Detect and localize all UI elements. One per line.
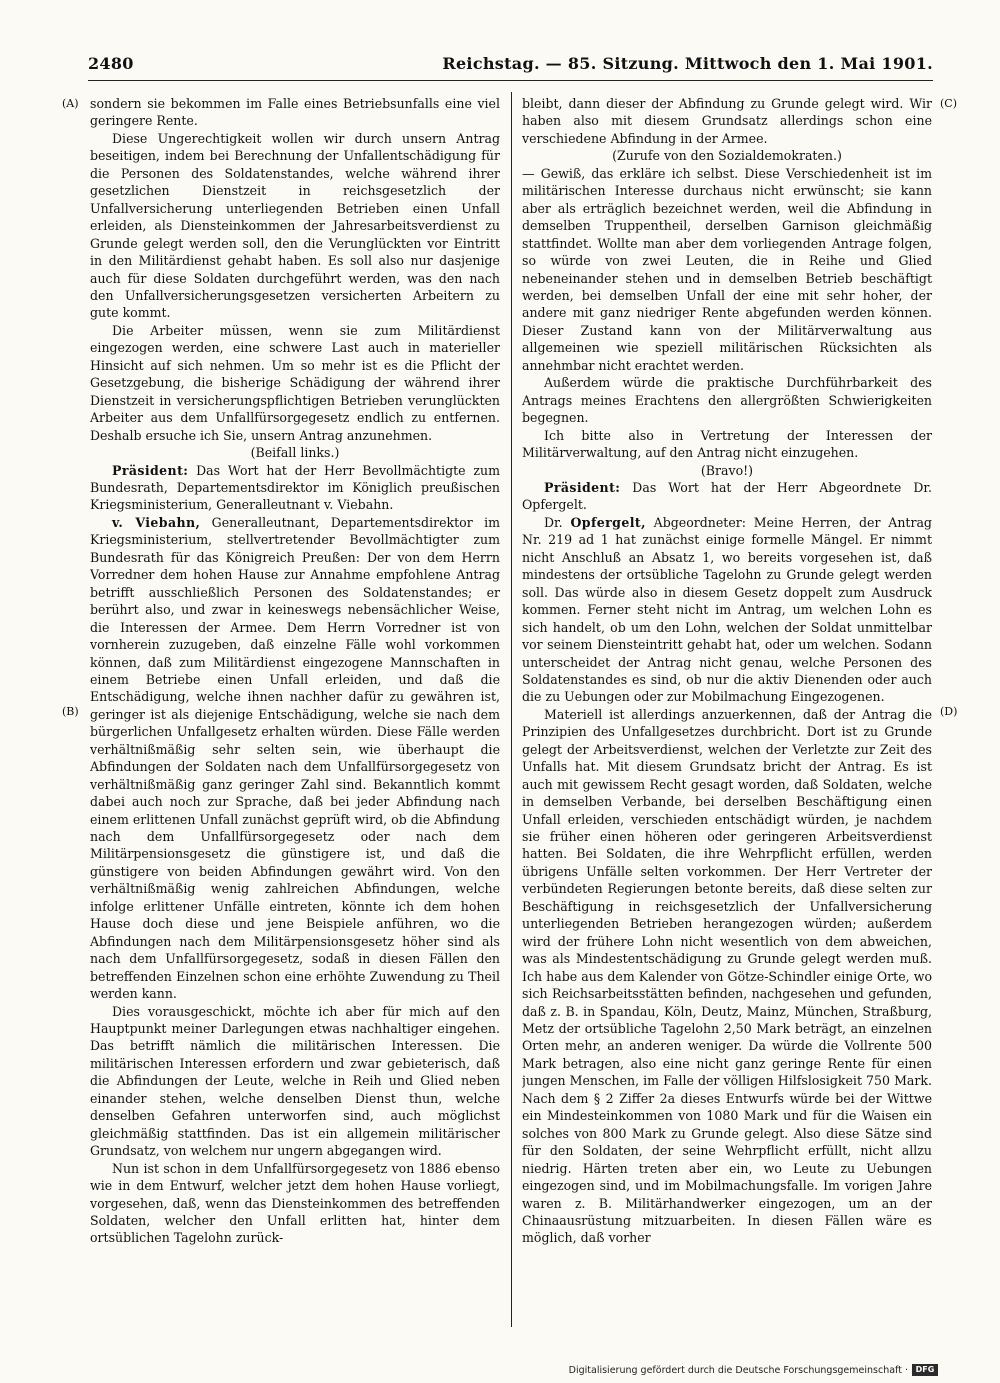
speech-text: Das Wort hat der Herr Abgeordnete Dr. Opfergelt. [522,479,932,513]
paragraph: Außerdem würde die praktische Durchführbarkeit des Antrags meines Erachtens den allergrößten Schwierigkeiten begegnen. [522,375,932,426]
footer-text: Digitalisierung gefördert durch die Deutsche Forschungsgemeinschaft · [568,1364,908,1376]
speech-text: Abgeordneter: Meine Herren, der Antrag Nr. 219 ad 1 hat zunächst einige formelle Mängel. Er nimmt nicht Anschluß an Absatz 1, wo bereits vorgesehen ist, daß mindestens der ortsübliche Tagelohn zu Grunde gelegt werden soll. Das würde also in diesem Gesetz doppelt zum Ausdruck kommen. Ferner steht nicht im Antrag, um welchen Lohn es sich handelt, ob um den Lohn, welchen der Soldat unmittelbar vor seinem Diensteintritt gehabt hat, oder um welchen. Sodann unterscheidet der Antrag nicht genau, welche Personen des Soldatenstandes es sind, ob nur die aktiv Dienenden oder auch die zu Uebungen oder zur Mobilmachung Eingezogenen. [522,514,932,705]
margin-marker-b: (B) [62,705,79,718]
digitization-footer [569,1364,938,1376]
page-header [88,54,933,80]
paragraph [90,514,500,1003]
speaker-name: v. Viebahn, [112,514,201,530]
margin-marker-d: (D) [940,705,958,718]
paragraph: Die Arbeiter müssen, wenn sie zum Militärdienst eingezogen werden, eine schwere Last auch in materieller Hinsicht auf sich nehmen. Um so mehr ist es die Pflicht der Gesetzgebung, die bisherige Schädigung der während ihrer Dienstzeit in versicherungspflichtigen Betrieben verunglückten Arbeiter aus dem Unfallfürsorgegesetz endlich zu entfernen. Deshalb ersuche ich Sie, unsern Antrag anzunehmen. [90,322,500,443]
speech-text: Generalleutnant, Departementsdirektor im Kriegsministerium, stellvertretender Bevollmächtigter zum Bundesrath für das Königreich Preußen: Der von dem Herrn Vorredner dem hohen Hause zur Annahme empfohlene Antrag betrifft ausschließlich Personen des Soldatenstandes; er berührt also, und zwar in keineswegs nebensächlicher Weise, die Interessen der Armee. Dem Herrn Vorredner ist von vornherein zuzugeben, daß einzelne Fälle wohl vorkommen können, daß zum Militärdienst eingezogene Mannschaften in einem Betriebe einen Unfall erleiden, und daß die Entschädigung, welche ihnen nachher dafür zu gewähren ist, geringer ist als diejenige Entschädigung, welche sie nach dem bürgerlichen Unfallgesetz erhalten würden. Diese Fälle werden verhältnißmäßig sehr selten sein, wie überhaupt die Abfindungen der Soldaten nach dem Unfallfürsorgegesetz von verhältnißmäßig ganz geringer Zahl sind. Bekanntlich kommt dabei auch noch zur Sprache, daß bei jeder Abfindung nach einem erlittenen Unfall zunächst geprüft wird, ob die Abfindung nach dem Unfallfürsorgegesetz oder nach dem Militärpensionsgesetz die günstigere ist, und daß die günstigere von beiden Abfindungen gewährt wird. Von den verhältnißmäßig wenig zahlreichen Abfindungen, welche infolge erlittener Unfälle eintreten, könnte ich dem hohen Hause doch diese und jene Beispiele anführen, wo die Abfindungen nach dem Militärpensionsgesetz höher sind als nach dem Unfallfürsorgegesetz, sodaß in diesen Fällen den betreffenden Einzelnen schon eine erhöhte Zuwendung zu Theil werden kann. [90,514,500,1002]
paragraph: Ich bitte also in Vertretung der Interessen der Militärverwaltung, auf den Antrag nicht einzugehen. [522,427,932,461]
dfg-logo: DFG [912,1364,938,1376]
paragraph [522,479,932,514]
page-number: 2480 [88,54,134,73]
speech-text: Das Wort hat der Herr Bevollmächtigte zum Bundesrath, Departementsdirektor im Königlich preußischen Kriegsministerium, Generalleutnant v. Viebahn. [90,462,500,513]
stage-note: (Beifall links.) [250,445,340,461]
paragraph: Diese Ungerechtigkeit wollen wir durch unsern Antrag beseitigen, indem bei Berechnung der Unfallentschädigung für die Personen des Soldatenstandes, welche während ihrer gesetzlichen Dienstzeit in reichsgesetzlich der Unfallversicherung unterliegenden Betrieben einen Unfall erleiden, als Diensteinkommen der Jahresarbeitsverdienst zu Grunde gelegt werden soll, den die Verunglückten vor Eintritt in den Militärdienst gehabt haben. Es soll also nur dasjenige auch für diese Soldaten durchgeführt werden, was den nach den Unfallversicherungsgesetzen versicherten Arbeitern zu gute kommt. [90,130,500,321]
paragraph [522,514,932,706]
speaker-name: Opfergelt, [570,514,646,530]
speaker-name: Präsident: [112,462,189,478]
paragraph: — Gewiß, das erkläre ich selbst. Diese Verschiedenheit ist im militärischen Interesse durchaus nicht erwünscht; sie kann aber als erträglich bezeichnet werden, weil die Abfindung in demselben Truppentheil, derselben Garnison gleichmäßig stattfindet. Wollte man aber dem vorliegenden Antrage folgen, so würde von zwei Leuten, die in Reihe und Glied nebeneinander stehen und in demselben Betrieb beschäftigt werden, bei demselben Unfall der eine mit sehr hoher, der andere mit ganz niedriger Rente abgefunden werden können. Dieser Zustand kann von der Militärverwaltung aus allgemeinen wie speziell militärischen Rücksichten als annehmbar nicht erachtet werden. [522,165,932,373]
column-divider [511,92,512,1327]
speaker-title: Dr. [544,514,563,530]
paragraph: Nun ist schon in dem Unfallfürsorgegesetz von 1886 ebenso wie in dem Entwurf, welcher jetzt dem hohen Hause vorliegt, vorgesehen, daß, wenn das Diensteinkommen des betreffenden Soldaten, welcher den Unfall erlitten hat, hinter dem ortsüblichen Tagelohn zurück- [90,1160,500,1246]
header-rule [88,80,933,81]
margin-marker-a: (A) [62,97,79,110]
speaker-name: Präsident: [544,479,621,495]
paragraph [90,462,500,514]
paragraph: bleibt, dann dieser der Abfindung zu Grunde gelegt wird. Wir haben also mit diesem Grundsatz allerdings schon eine verschiedene Abfindung in der Armee. [522,96,932,146]
paragraph: Dies vorausgeschickt, möchte ich aber für mich auf den Hauptpunkt meiner Darlegungen etwas nachhaltiger eingehen. Das betrifft nämlich die militärischen Interessen. Die militärischen Interessen erfordern und zwar gebieterisch, daß die Abfindungen der Leute, welche in Reih und Glied neben einander stehen, welche denselben Dienst thun, welche denselben Gefahren unterworfen sind, auch möglichst gleichmäßig stattfinden. Das ist ein allgemein militärischer Grundsatz, von welchem nur ungern abgegangen wird. [90,1003,500,1159]
paragraph: sondern sie bekommen im Falle eines Betriebsunfalls eine viel geringere Rente. [90,96,500,129]
paragraph: Materiell ist allerdings anzuerkennen, daß der Antrag die Prinzipien des Unfallgesetzes durchbricht. Dort ist zu Grunde gelegt der Arbeitsverdienst, welchen der Verletzte zur Zeit des Unfalls hat. Mit diesem Grundsatz bricht der Antrag. Es ist auch mit gewissem Recht gesagt worden, daß Soldaten, welche in demselben Verbande, bei derselben Beschäftigung einen Unfall erleiden, verschieden entschädigt würden, je nachdem sie früher einen höheren oder geringeren Arbeitsverdienst hatten. Bei Soldaten, die ihre Wehrpflicht erfüllen, werden übrigens Unfälle selten vorkommen. Der Herr Vertreter der verbündeten Regierungen betonte bereits, daß diese selten zur Beschäftigung in reichsgesetzlich der Unfallversicherung unterliegenden Betrieben herangezogen würden; außerdem wird der frühere Lohn nicht wesentlich von dem abweichen, was als Mindestentschädigung zu Grunde gelegt werden muß. Ich habe aus dem Kalender von Götze-Schindler einige Orte, wo sich Reichsarbeitsstätten befinden, nachgesehen und gefunden, daß z. B. in Spandau, Köln, Deutz, Mainz, München, Straßburg, Metz der ortsübliche Tagelohn 2,50 Mark beträgt, an einzelnen Orten mehr, an anderen weniger. Da würde die Vollrente 500 Mark betragen, also eine nicht ganz geringe Rente für einen jungen Menschen, im Falle der völligen Hilfslosigkeit 750 Mark. Nach dem § 2 Ziffer 2a dieses Entwurfs würde bei der Wittwe ein Mindesteinkommen von 1080 Mark und für die Waisen ein solches von 800 Mark zu Grunde gelegt. Also diese Sätze sind für den Soldaten, der seine Wehrpflicht erfüllt, nicht allzu niedrig. Härten treten aber ein, wo Leute zu Uebungen eingezogen sind, und im Mobilmachungsfalle. Im vorigen Jahre waren z. B. Militärhandwerker eingezogen, um an der Chinaausrüstung mitzuarbeiten. In diesen Fällen wäre es möglich, daß vorher [522,706,932,1246]
stage-note: (Bravo!) [700,462,754,478]
left-column [90,95,500,1325]
page-title: Reichstag. — 85. Sitzung. Mittwoch den 1. Mai 1901. [442,54,933,73]
margin-marker-c: (C) [940,97,957,110]
right-column [522,95,932,1325]
stage-note: (Zurufe von den Sozialdemokraten.) [612,148,842,164]
